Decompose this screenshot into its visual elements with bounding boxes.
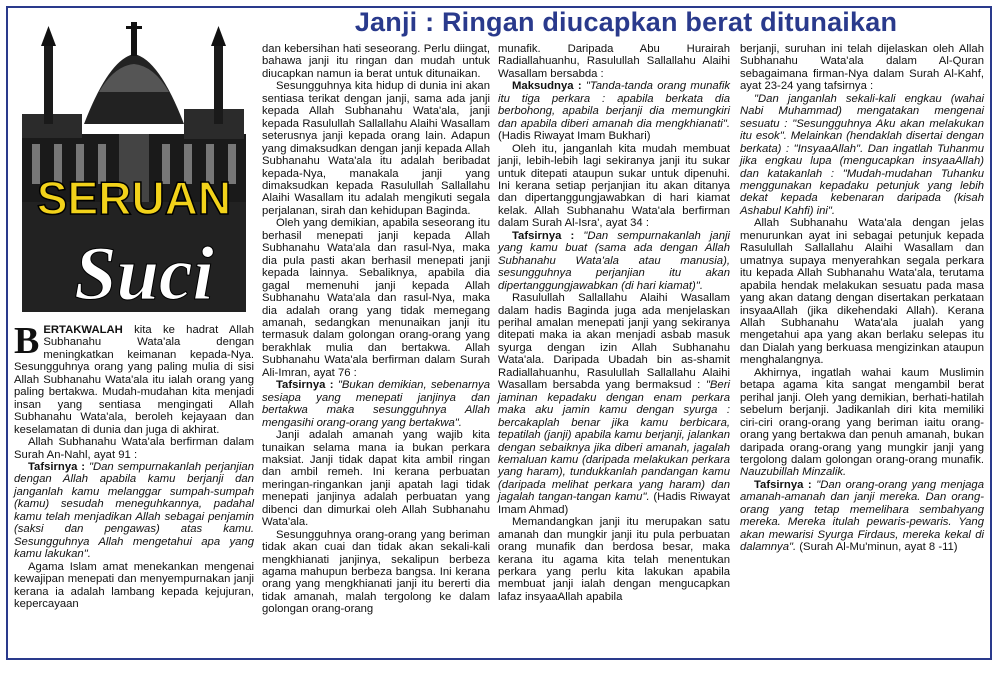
citation: (Surah Al-Mu'minun, ayat 8 -11) <box>796 541 958 554</box>
logo-word-seruan: SERUAN <box>36 172 232 224</box>
col1-para-1 <box>14 320 254 436</box>
tafsir-label: Tafsirnya : <box>28 460 86 473</box>
lead-word: ERTAKWALAH <box>43 324 123 336</box>
col4-para-2: "Dan janganlah sekali-kali engkau (wahai Nabi Muhammad) mengatakan mengenai sesuatu : "Sesungguhnya Aku akan melakukan itu esok". Melainkan (hendaklah disertai dengan berkata) : "InsyaaAllah". Dan ingatlah Tuhanmu jika engkau lupa (mengucapkan insyaaAllah) dan katakanlah : "Mudah-mudahan Tuhanku menggunakan kepadaku petunjuk yang lebih dekat kepada kebenaran daripada (kisah Ashabul Kahfi) ini". <box>740 92 984 217</box>
col3-para-1: munafik. Daripada Abu Hurairah Radiallahuanhu, Rasulullah Sallallahu Alaihi Wasallam bersabda : <box>498 43 730 80</box>
column-4 <box>740 43 984 554</box>
col4-text-4: Akhirnya, ingatlah wahai kaum Muslimin betapa agama kita sangat mengambil berat perihal janji. Oleh yang demikian, berhati-hatilah sebelum berjanji. Jadikanlah diri kita memiliki ciri-ciri orang-orang yang beriman iaitu orang-orang yang bertakwa dan penuh amanah, bukan daripada orang-orang yang mungkir janji yang tergolong dalam golongan orang-orang munafik. <box>740 366 984 466</box>
logo-word-suci: Suci <box>74 232 214 316</box>
col1-para-4: Agama Islam amat menekankan mengenai kewajipan menepati dan menyempurnakan janji kerana ia adalah lambang kepada kejujuran, kepercayaan <box>14 560 254 610</box>
citation: (Hadis Riwayat Imam Bukhari) <box>498 130 651 143</box>
col1-para-3 <box>14 461 254 561</box>
col3-para-4 <box>498 230 730 292</box>
col3-text-5: Rasulullah Sallallahu Alaihi Wasallam dalam hadis Baginda juga ada menjelaskan perihal amalan menepati janji yang sekiranya ditepati maka ia akan menjadi asbab masuk syurga dengan izin Allah Subhanahu Wata'ala. Daripada Ubadah bin as-shamit Radiallahuanhu, Rasulullah Sallallahu Alaihi Wasallam bersabda yang bermaksud : <box>498 292 730 392</box>
col4-para-5 <box>740 479 984 554</box>
col4-para-4 <box>740 367 984 479</box>
quote-text: "Dan sempurnakanlah janji yang kamu buat (sama ada dengan Allah Subhanahu Wata'ala atau manusia), sesungguhnya perjanjian itu akan dipertanggungjawabkan (di hari kiamat)". <box>498 229 730 292</box>
tafsir-label: Tafsirnya : <box>512 229 575 242</box>
quote-text: "Dan sempurnakanlah perjanjian dengan Allah apabila kamu berjanji dan janganlah kamu melanggar sumpah-sumpah (kamu) sesudah meneguhkannya, padahal kamu telah menjadikan Allah sebagai penjamin (saksi dan pengawas) atas kamu. Sesungguhnya Allah mengetahui apa yang kamu lakukan". <box>14 460 254 561</box>
seruan-suci-logo <box>14 14 254 316</box>
col3-para-5 <box>498 292 730 516</box>
mosque-logo-graphic <box>14 14 254 316</box>
col1-para-2: Allah Subhanahu Wata'ala berfirman dalam Surah An-Nahl, ayat 91 : <box>14 436 254 461</box>
column-1 <box>14 320 254 610</box>
col4-para-3: Allah Subhanahu Wata'ala dengan jelas menurunkan ayat ini sebagai petunjuk kepada Rasulullah Sallallahu Alaihi Wasallam dan umatnya supaya menyerahkan segala perkara itu kepada Allah Subhanahu Wata'ala, terutama apabila hendak melakukan sesuatu pada masa yang akan datang dengan disertakan perkataan insyaaAllah (jika dikehendaki Allah). Kerana Allah Subhanahu Wata'ala jualah yang mengetahui apa yang akan berlaku selepas itu dan Dialah yang berkuasa mengizinkan ataupun menghalangnya. <box>740 217 984 367</box>
col2-para-2: Sesungguhnya kita hidup di dunia ini akan sentiasa terikat dengan janji, sama ada janji kepada Allah Subhanahu Wata'ala, janji kepada Rasulullah Sallallahu Alaihi Wasallam seterusnya janji kepada orang lain. Adapun yang dimaksudkan dengan janji kepada Allah Subhanahu Wata'ala itu adalah beribadat kepada-Nya, manakala janji yang dimaksudkan kepada Rasulullah Sallallahu Alaihi Wasallam itu adalah mengikuti segala perjalanan, sirah dan kehidupan Baginda. <box>262 80 490 217</box>
col2-para-4 <box>262 379 490 429</box>
col1-text-1: kita ke hadrat Allah Subhanahu Wata'ala dengan meningkatkan keimanan kepada-Nya. Sesungguhnya orang yang paling mulia di sisi Allah Subhanahu Wata'ala itu ialah orang yang paling bertakwa. Mudah-mudahan kita menjadi insan yang sentiasa mengingati Allah Subhanahu Wata'ala, beroleh kejayaan dan keselamatan di dunia dan juga di akhirat. <box>14 324 254 436</box>
tafsir-label: Tafsirnya : <box>276 379 334 392</box>
col2-para-6: Sesungguhnya orang-orang yang beriman tidak akan cuai dan tidak akan sekali-kali mengkhianati janjinya, sekalipun berbeza agama mahupun berbeza bangsa. Ini kerana orang yang mengkhianati janji itu bererti dia tidak amanah, malah tergolong ke dalam golongan orang-orang <box>262 528 490 616</box>
quote-text: "Tanda-tanda orang munafik itu tiga perkara : apabila berkata dia berbohong, apabila berjanji dia memungkiri dan apabila diberi amanah dia mengkhianati". <box>498 80 730 130</box>
col2-para-3: Oleh yang demikian, apabila seseorang itu berhasil menepati janji kepada Allah Subhanahu Wata'ala dan rasul-Nya, maka dia pula pasti akan berhasil menepati janji kepada lainnya. Sebaliknya, apabila dia gagal memenuhi janji kepada Allah Subhanahu Wata'ala dan rasul-Nya, maka dia adalah orang yang tidak memegang amanah, sedangkan menunaikan janji itu termasuk dalam golongan orang-orang yang berakhlak mulia dan bertakwa. Allah Subhanahu Wata'ala berfirman dalam Surah Ali-Imran, ayat 76 : <box>262 217 490 379</box>
quote-text: "Dan orang-orang yang menjaga amanah-amanah dan janji mereka. Dan orang-orang yang tetap memelihara sembahyang mereka. Mereka itulah pewaris-pewaris. Yang akan mewarisi Syurga Firdaus, mereka kekal di dalamnya". <box>740 478 984 554</box>
drop-cap: B <box>14 320 40 362</box>
col4-para-1: berjanji, suruhan ini telah dijelaskan oleh Allah Subhanahu Wata'ala dalam Al-Quran sebagaimana firman-Nya dalam Surah Al-Kahf, ayat 23-24 yang tafsirnya : <box>740 43 984 93</box>
quote-text: "Bukan demikian, sebenarnya sesiapa yang menepati janjinya dan bertakwa maka sesungguhnya Allah mengasihi orang-orang yang bertakwa". <box>262 379 490 429</box>
col2-para-1: dan kebersihan hati seseorang. Perlu diingat, bahawa janji itu ringan dan mudah untuk diucapkan namun ia berat untuk ditunaikan. <box>262 43 490 80</box>
col3-para-6: Memandangkan janji itu merupakan satu amanah dan mungkir janji itu pula perbuatan orang munafik dan berdosa besar, maka kerana itu agama kita telah menentukan perkara yang perlu kita lakukan apabila membuat janji ialah dengan mengucapkan lafaz insyaaAllah apabila <box>498 516 730 603</box>
headline: Janji : Ringan diucapkan berat ditunaikan <box>354 7 898 37</box>
citation: (Hadis Riwayat Imam Ahmad) <box>498 491 730 516</box>
closing-phrase: Nauzubillah Minzalik. <box>740 466 847 479</box>
quote-text: "Beri jaminan kepadaku dengan enam perkara maka aku jamin kamu dengan syurga : bercakaplah benar jika kamu berbicara, tepatilah (janji) apabila kamu berjanji, jalankan dengan sebaiknya jika diberi amanah, jagalah kemaluan kamu (daripada melakukan perkara yang haram), tundukkanlah pandangan kamu (daripada melihat perkara yang haram) dan jagalah tangan-tangan kamu". <box>498 379 730 504</box>
column-3 <box>498 43 730 603</box>
tafsir-label: Tafsirnya : <box>754 478 812 491</box>
maksud-label: Maksudnya : <box>512 80 582 93</box>
column-2 <box>262 43 490 616</box>
col3-para-2 <box>498 80 730 142</box>
col3-para-3: Oleh itu, janganlah kita mudah membuat janji, lebih-lebih lagi sekiranya janji itu sukar untuk ditepati ataupun sukar untuk dipenuhi. Ini kerana setiap perjanjian itu akan ditanya dan dipertanggungjawabkan di hari kiamat kelak. Allah Subhanahu Wata'ala berfirman dalam Surah Al-Isra', ayat 34 : <box>498 142 730 230</box>
col2-para-5: Janji adalah amanah yang wajib kita tunaikan selama mana ia bukan perkara maksiat. Janji tidak dapat kita ambil ringan dan ambil remeh. Ini kerana perbuatan meringan-ringankan janji apatah lagi tidak menepati janjinya adalah perbuatan yang dibenci dan dimurkai oleh Allah Subhanahu Wata'ala. <box>262 429 490 529</box>
